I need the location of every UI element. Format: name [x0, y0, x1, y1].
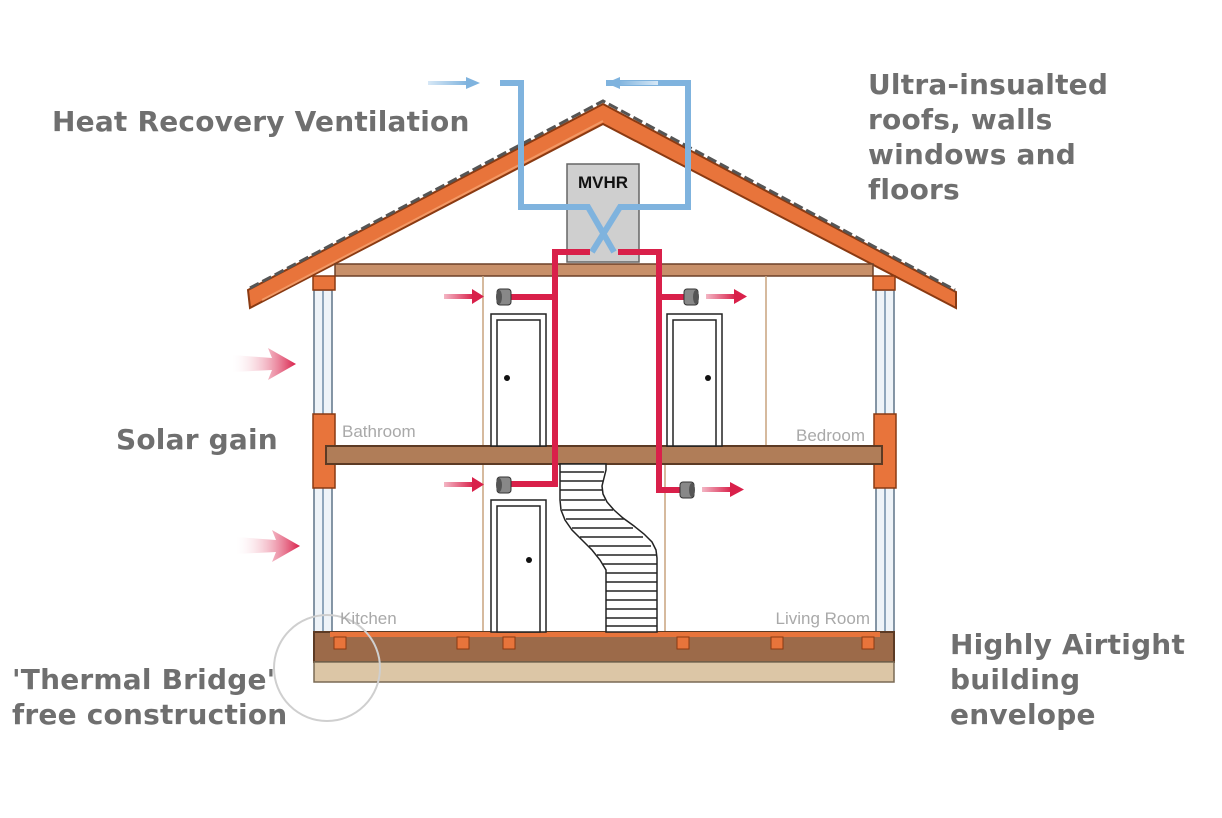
callout-line: Highly Airtight — [950, 628, 1186, 661]
callout-airtight-envelope — [950, 627, 1185, 732]
ground-floor — [314, 632, 894, 682]
air-flow-arrow-icon — [606, 77, 658, 89]
room-label-bathroom: Bathroom — [342, 422, 416, 441]
vent-icon — [496, 477, 511, 493]
vent-icon — [680, 482, 695, 498]
callout-line: windows and — [868, 138, 1077, 171]
room-label-bedroom: Bedroom — [796, 426, 865, 445]
callout-solar-gain — [116, 422, 278, 457]
callout-line: floors — [868, 173, 960, 206]
callout-line: Heat Recovery Ventilation — [52, 105, 470, 138]
room-label-living-room: Living Room — [775, 609, 870, 628]
eave-right — [873, 276, 895, 290]
mvhr-label: MVHR — [577, 173, 629, 192]
solar-arrow-icon — [232, 348, 296, 380]
door-icon — [667, 314, 722, 446]
eave-left — [313, 276, 335, 290]
middle-floor — [326, 446, 882, 464]
vent-icon — [496, 289, 511, 305]
air-flow-arrow-icon — [706, 289, 747, 304]
callout-thermal-bridge — [12, 662, 287, 732]
air-flow-arrow-icon — [444, 477, 484, 492]
air-flow-arrow-icon — [428, 77, 480, 89]
staircase — [560, 464, 657, 632]
room-label-kitchen: Kitchen — [340, 609, 397, 628]
air-flow-arrow-icon — [702, 482, 744, 497]
air-flow-arrow-icon — [444, 289, 484, 304]
solar-arrow-icon — [236, 530, 300, 562]
callout-line: envelope — [950, 698, 1096, 731]
callout-line: free construction — [12, 698, 288, 731]
door-icon — [491, 500, 546, 632]
door-icon — [491, 314, 546, 446]
vent-icon — [684, 289, 699, 305]
attic-floor — [335, 264, 873, 276]
callout-ultra-insulated — [868, 67, 1108, 207]
callout-line: 'Thermal Bridge' — [12, 663, 276, 696]
callout-line: Solar gain — [116, 423, 278, 456]
callout-heat-recovery-ventilation — [52, 104, 470, 139]
mvhr-unit — [567, 164, 639, 262]
callout-line: roofs, walls — [868, 103, 1053, 136]
callout-line: building — [950, 663, 1081, 696]
callout-line: Ultra-insualted — [868, 68, 1109, 101]
